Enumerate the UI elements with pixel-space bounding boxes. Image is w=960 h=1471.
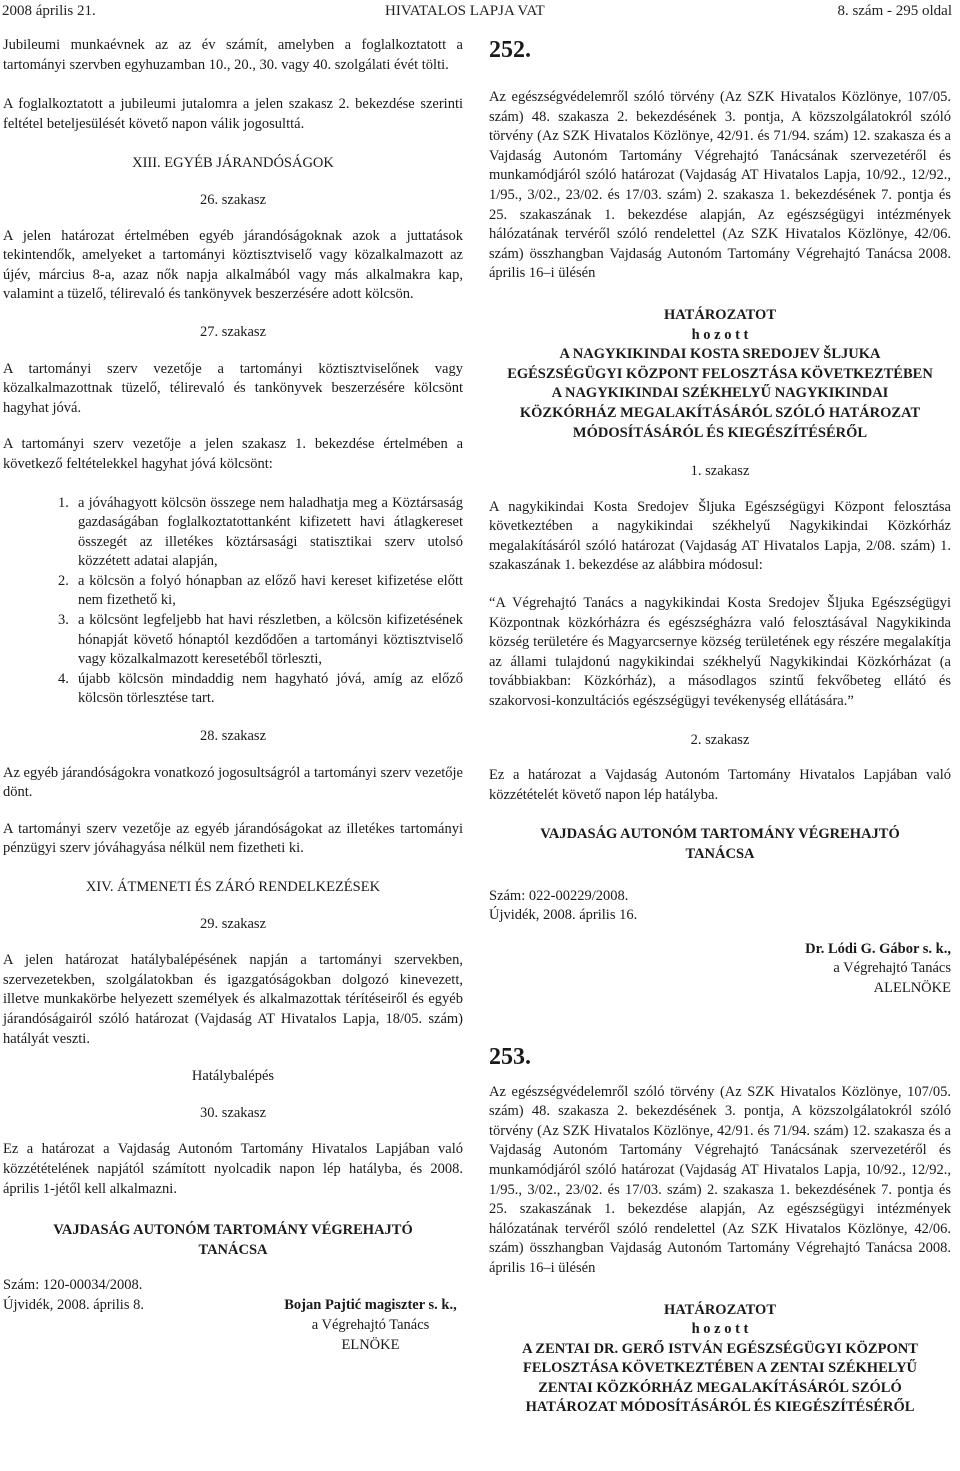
decision-number-253: 253. [489, 1043, 531, 1070]
effect-heading: Hatálybalépés [191, 1068, 275, 1085]
section-text-27-1: A tartományi szerv vezetője a tartományi köztisztviselőnek vagy közalkalmazottnak tüzelő, télirevaló és tankönyvek beszerzésére kölcsönt hagyhat jóvá. [3, 360, 463, 416]
document-number: Szám: 022-00229/2008. [489, 887, 629, 904]
council-name: VAJDASÁG AUTONÓM TARTOMÁNY VÉGREHAJTÓ TANÁCSA [540, 826, 900, 862]
decision-252-heading: HATÁROZATOT [664, 306, 776, 323]
header-publication-title: HIVATALOS LAPJA VAT [385, 3, 545, 19]
section-text-27-2: A tartományi szerv vezetője a jelen szakasz 1. bekezdése értelmében a következő feltételekkel hagyhat jóvá kölcsönt: [3, 436, 463, 472]
header-date: 2008 április 21. [2, 3, 96, 19]
decision-252-section-1-title: 1. szakasz [690, 463, 750, 480]
list-item-number: 4. [58, 670, 69, 687]
decision-252-section-2-text: Ez a határozat a Vajdaság Autonóm Tartomány Hivatalos Lapjában való közzétételét követő napon lép hatályba. [489, 767, 951, 803]
decision-number-252: 252. [489, 37, 531, 63]
decision-252-title: A NAGYKIKINDAI KOSTA SREDOJEV ŠLJUKA EGÉSZSÉGÜGYI KÖZPONT FELOSZTÁSA KÖVETKEZTÉBEN A NAGYKIKINDAI SZÉKHELYŰ NAGYKIKINDAI KÖZKÓRHÁZ MEGALAKÍTÁSÁRÓL SZÓLÓ HATÁROZAT MÓDOSÍTÁSÁRÓL ÉS KIEGÉSZÍTÉSÉRŐL [507, 346, 933, 441]
decision-252-section-2-title: 2. szakasz [690, 731, 750, 748]
document-number: Szám: 120-00034/2008. [3, 1277, 143, 1294]
list-item [58, 572, 463, 611]
section-text-29: A jelen határozat hatálybalépésének napján a tartományi szervekben, szervezetekben, szolgálatokban és igazgatóságokban dolgozó kinevezett, illetve munkakörbe helyezett személyek és alkalmazottak térítéseiről és egyéb járandóságairól szóló határozat (Vajdaság AT Hivatalos Lapja, 18/05. szám) hatályát veszti. [3, 952, 463, 1047]
chapter-heading-xiv: XIV. ÁTMENETI ÉS ZÁRÓ RENDELKEZÉSEK [85, 879, 381, 895]
intro-paragraph-2: A foglalkoztatott a jubileumi jutalomra a jelen szakasz 2. bekezdése szerinti feltétel beteljesülését követő napon válik jogosulttá. [3, 96, 463, 132]
signer-title: ALELNÖKE [873, 979, 951, 996]
decision-253-heading: HATÁROZATOT [664, 1301, 776, 1318]
section-title-26: 26. szakasz [199, 191, 267, 208]
list-item-number: 3. [58, 612, 69, 629]
list-item-number: 2. [58, 572, 69, 589]
right-column [489, 36, 951, 1418]
decision-253-title: A ZENTAI DR. GERŐ ISTVÁN EGÉSZSÉGÜGYI KÖZPONT FELOSZTÁSA KÖVETKEZTÉBEN A ZENTAI SZÉKHELYŰ ZENTAI KÖZKÓRHÁZ MEGALAKÍTÁSÁRÓL SZÓLÓ HATÁROZAT MÓDOSÍTÁSÁRÓL ÉS KIEGÉSZÍTÉSÉRŐL [522, 1340, 918, 1416]
list-item-text: a jóváhagyott kölcsön összege nem haladhatja meg a Köztársaság gazdaságában foglalkoztatottanként kifizetett havi átlagkereset összegét az illetékes köztársasági statisztikai szerv utolsó közzétett adatai alapján, [78, 494, 463, 570]
decision-252-quote: “A Végrehajtó Tanács a nagykikindai Kosta Sredojev Šljuka Egészségügyi Központnak közkórházra és egészségházra való felosztásával Nagykikinda község területére és Magyarcsernye község területének egy részére megalakítja az állami tulajdonú nagykikindai székhelyű Nagykikindai Közkórházat (a továbbiakban: Közkórház), a másodlagos szintű fekvőbeteg ellátó és szakorvosi-konzultációs egészségügyi tevékenység ellátására.” [489, 595, 951, 710]
council-name: VAJDASÁG AUTONÓM TARTOMÁNY VÉGREHAJTÓ TANÁCSA [53, 1222, 413, 1258]
section-text-28-2: A tartományi szerv vezetője az egyéb járandóságokat az illetékes tartományi pénzügyi szerv jóváhagyása nélkül nem fizetheti ki. [3, 820, 463, 857]
section-title-29: 29. szakasz [199, 915, 267, 932]
list-item-text: újabb kölcsön mindaddig nem hagyható jóvá, amíg az előző kölcsön törlesztése tart. [78, 670, 463, 707]
signer-name: Bojan Pajtić magiszter s. k., [284, 1296, 457, 1313]
signer-name: Dr. Lódi G. Gábor s. k., [805, 940, 951, 957]
chapter-heading-xiii: XIII. EGYÉB JÁRANDÓSÁGOK [132, 155, 334, 172]
signer-role: a Végrehajtó Tanács [833, 960, 951, 977]
decision-253-hozott: h o z o t t [691, 1321, 749, 1338]
decision-252-section-1-text: A nagykikindai Kosta Sredojev Šljuka Egészségügyi Központ felosztása következtében a nagykikindai székhelyű Nagykikindai Közkórház megalakításáról szóló határozat (Vajdaság AT Hivatalos Lapja, 2/08. szám) 1. szakaszának 1. bekezdése az alábbira módosul: [489, 498, 951, 574]
list-item [58, 611, 463, 670]
list-item-number: 1. [58, 494, 69, 511]
place-date: Újvidék, 2008. április 8. [3, 1296, 144, 1313]
section-text-30: Ez a határozat a Vajdaság Autonóm Tartomány Hivatalos Lapjában való közzétételének napjától számított nyolcadik napon lép hatályba, és 2008. április 1-jétől kell alkalmazni. [3, 1141, 463, 1197]
section-title-28: 28. szakasz [199, 728, 267, 745]
signature-block [3, 1296, 463, 1356]
page-header [0, 0, 960, 22]
signer-title: ELNÖKE [341, 1336, 400, 1353]
section-title-30: 30. szakasz [199, 1104, 267, 1121]
conditions-list [3, 494, 463, 710]
list-item-text: a kölcsön a folyó hónapban az előző havi kereset kifizetése előtt nem fizethető ki, [78, 572, 463, 609]
list-item-text: a kölcsönt legfeljebb hat havi részletben, a kölcsön kifizetésének hónapját követő hónaptól kezdődően a tartományi köztisztviselő vagy közalkalmazott keresetéből törleszti, [78, 612, 463, 668]
place-date: Újvidék, 2008. április 16. [489, 907, 638, 924]
signer-role: a Végrehajtó Tanács [311, 1316, 430, 1333]
decision-253-preamble: Az egészségvédelemről szóló törvény (Az SZK Hivatalos Közlönye, 107/05. szám) 48. szakasza 2. bekezdésének 3. pontja, A közszolgálatokról szóló törvény (Az SZK Hivatalos Közlönye, 42/91. és 71/94. szám) 12. szakasza és a Vajdaság Autonóm Tartomány Végrehajtó Tanácsának szervezetéről és munkamódjáról szóló határozat (Vajdaság AT Hivatalos Lapja, 10/92., 12/92., 1/95., 3/02., 23/02. és 17/03. szám) 2. szakasza 1. bekezdésének 7. pontja és 25. szakaszának 1. bekezdése alapján, Az egészségügyi intézmények hálózatának tervéről szóló rendelettel (Az SZK Hivatalos Közlönye, 42/06. szám) összhangban Vajdaság Autonóm Tartomány Végrehajtó Tanácsa 2008. április 16–i ülésén [489, 1083, 951, 1276]
intro-paragraph-1: Jubileumi munkaévnek az az év számít, amelyben a foglalkoztatott a tartományi szervben egyhuzamban 10., 20., 30. vagy 40. szolgálati évét tölti. [3, 37, 463, 73]
list-item [58, 670, 463, 709]
header-page-number: 8. szám - 295 oldal [837, 3, 952, 19]
decision-252-preamble: Az egészségvédelemről szóló törvény (Az SZK Hivatalos Közlönye, 107/05. szám) 48. szakasza 2. bekezdésének 3. pontja, A közszolgálatokról szóló törvény (Az SZK Hivatalos Közlönye, 42/91. és 71/94. szám) 12. szakasza és a Vajdaság Autonóm Tartomány Végrehajtó Tanácsának szervezetéről és munkamódjáról szóló határozat (Vajdaság AT Hivatalos Lapja, 10/92., 12/92., 1/95., 3/02., 23/02. és 17/03. szám) 2. szakasza 1. bekezdésének 7. pontja és 25. szakaszának 1. bekezdése alapján, Az egészségügyi intézmények hálózatának tervéről szóló rendelettel (Az SZK Hivatalos Közlönye, 42/06. szám) összhangban Vajdaság Autonóm Tartomány Végrehajtó Tanácsa 2008. április 16–i ülésén [489, 89, 951, 282]
list-item [58, 494, 463, 572]
section-text-26: A jelen határozat értelmében egyéb járandóságoknak azok a juttatások tekintendők, amelyeket a tartományi köztisztviselő vagy közalkalmazott az újév, március 8-a, azaz nők napja alkalmából vagy más alkalmakra kap, valamint a tüzelő, télirevaló és tankönyvek beszerzésére adott kölcsön. [3, 227, 463, 303]
decision-252-hozott: h o z o t t [691, 326, 749, 343]
section-text-28-1: Az egyéb járandóságokra vonatkozó jogosultságról a tartományi szerv vezetője dönt. [3, 764, 463, 801]
left-column [3, 36, 463, 1356]
section-title-27: 27. szakasz [199, 323, 267, 340]
